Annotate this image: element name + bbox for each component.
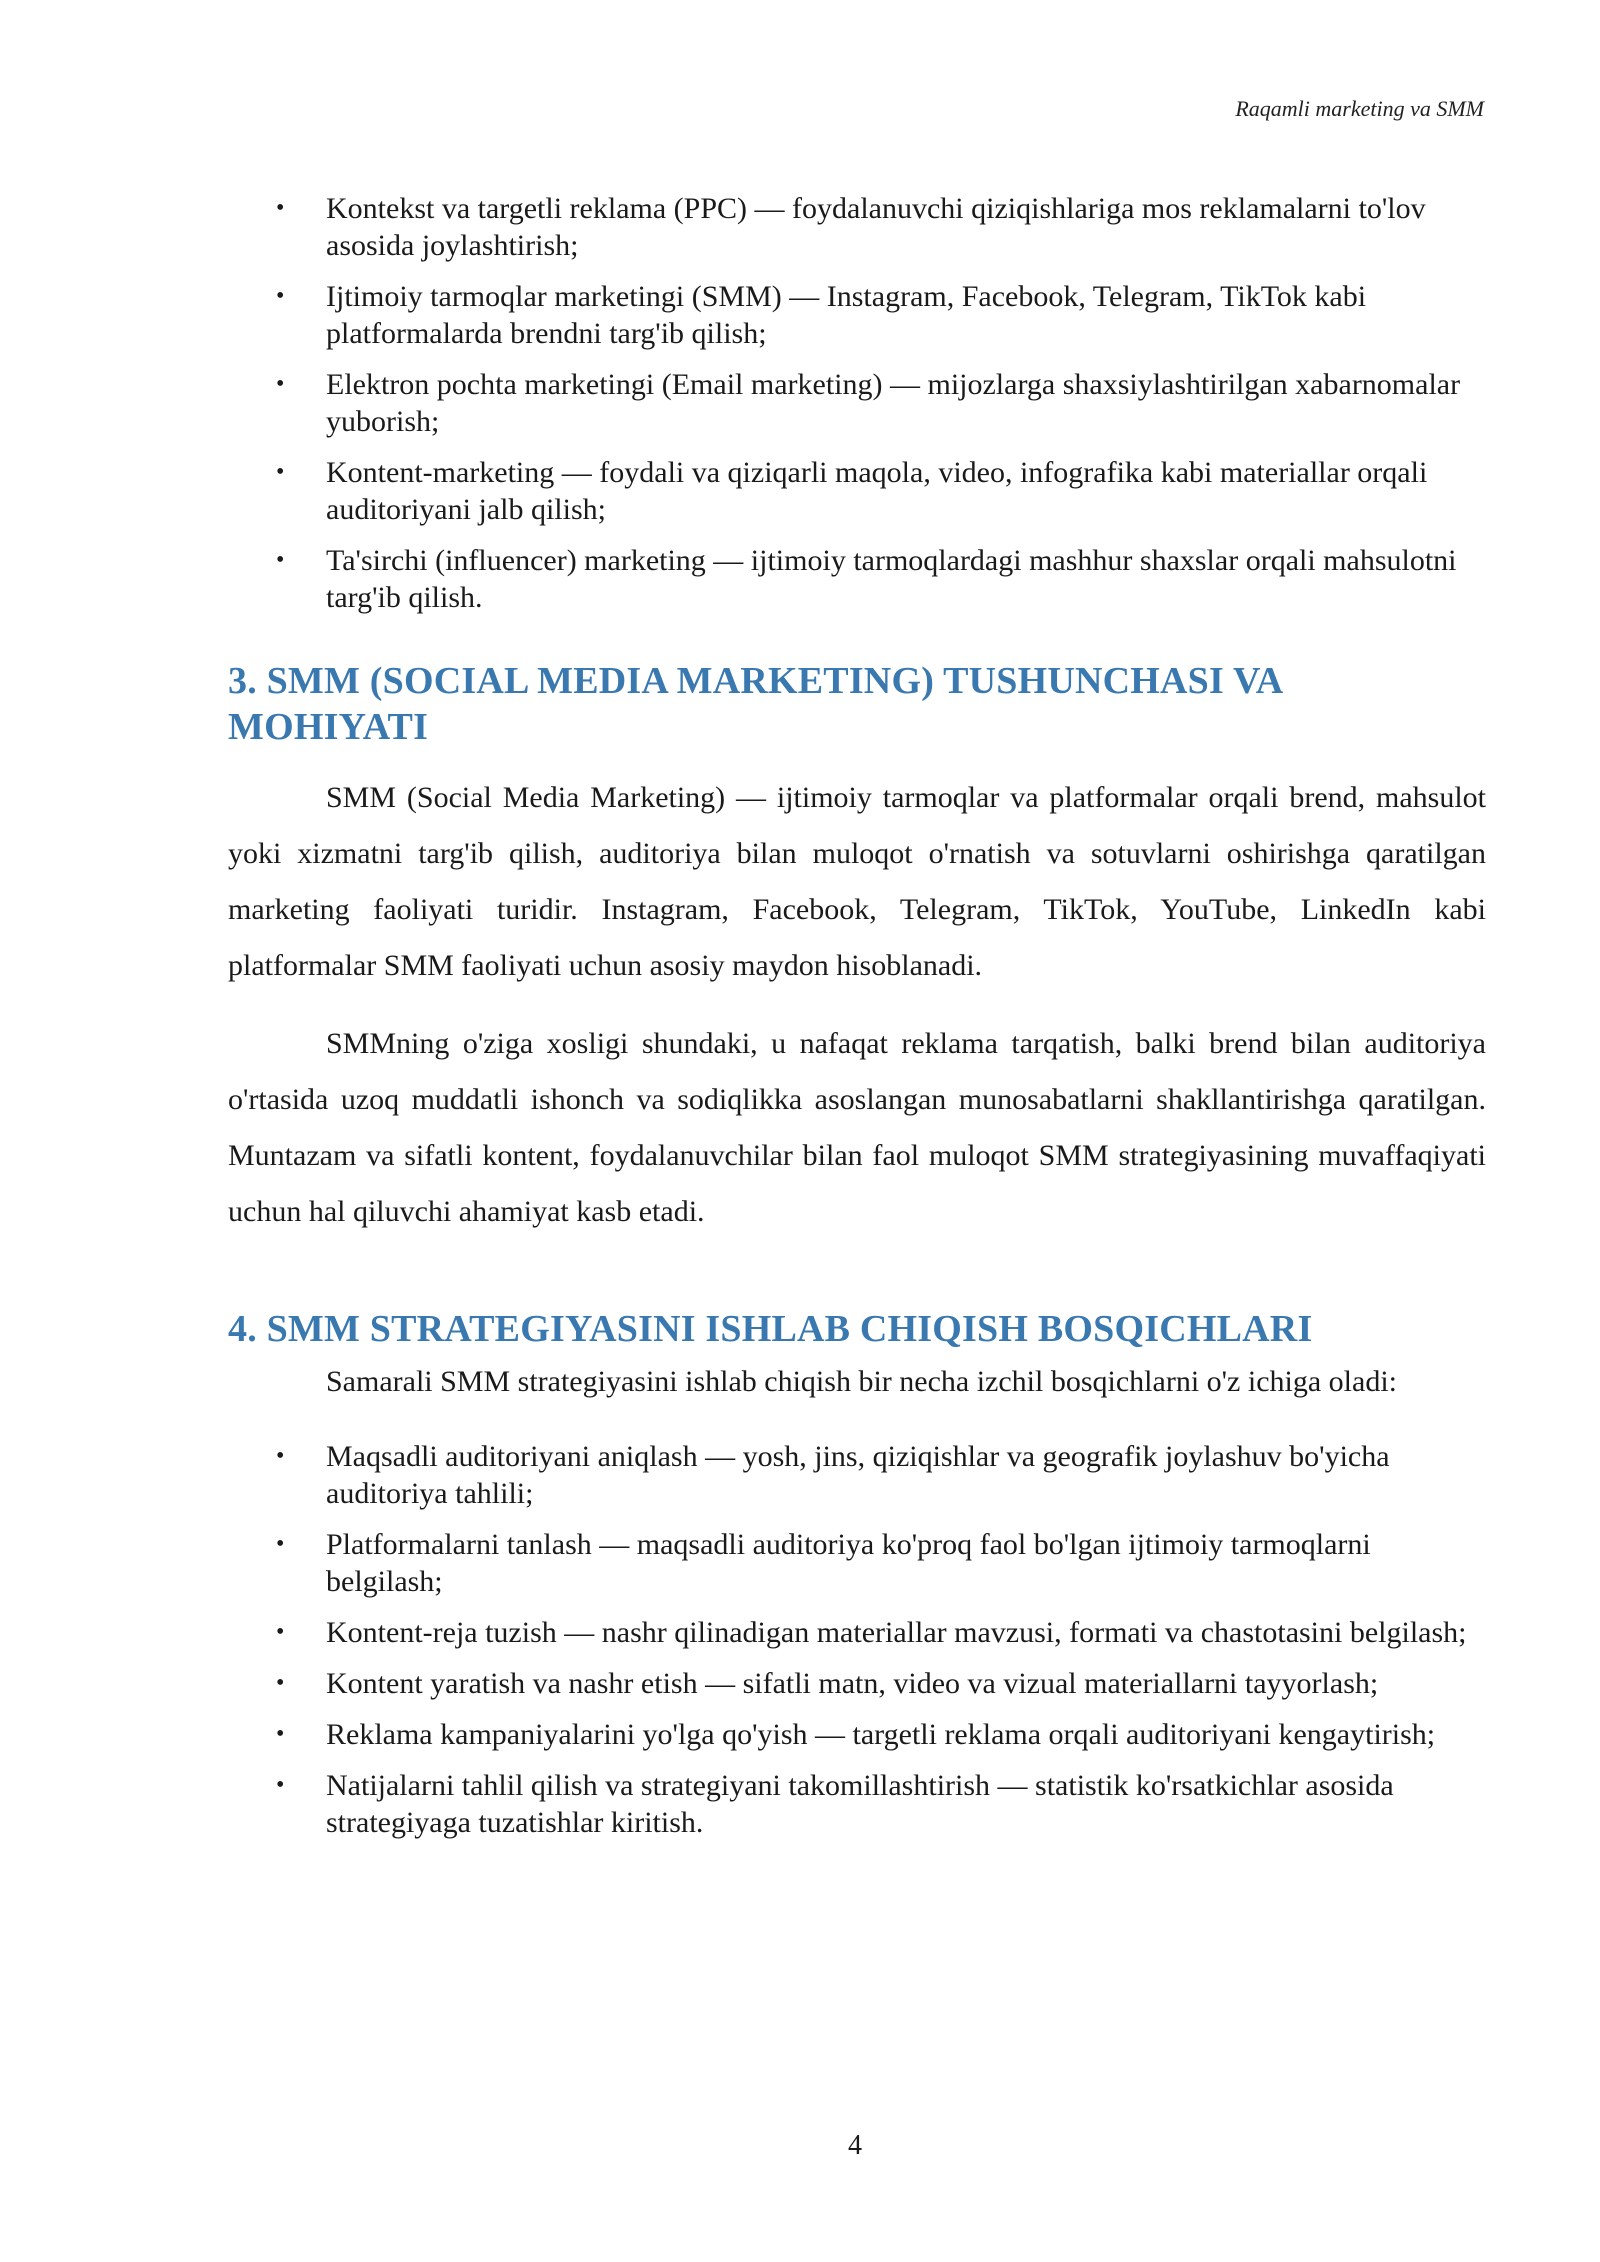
section-3-paragraph: SMMning o'ziga xosligi shundaki, u nafaqat reklama tarqatish, balki brend bilan auditoriya o'rtasida uzoq muddatli ishonch va sodiqlikka asoslangan munosabatlarni shakllantirishga qaratilgan. Muntazam va sifatli kontent, foydalanuvchilar bilan faol muloqot SMM strategiyasining muvaffaqiyati uchun hal qiluvchi ahamiyat kasb etadi.: [228, 1027, 1486, 1228]
list-item: [228, 366, 1486, 440]
smm-strategy-steps-list: [228, 1438, 1486, 1841]
bullet-icon: •: [276, 459, 285, 485]
section-3-paragraph: SMM (Social Media Marketing) — ijtimoiy tarmoqlar va platformalar orqali brend, mahsulot yoki xizmatni targ'ib qilish, auditoriya bilan muloqot o'rnatish va sotuvlarni oshirishga qaratilgan marketing faoliyati turidir. Instagram, Facebook, Telegram, TikTok, YouTube, LinkedIn kabi platformalar SMM faoliyati uchun asosiy maydon hisoblanadi.: [228, 781, 1486, 982]
digital-marketing-types-list: [228, 190, 1486, 616]
list-item-text: Kontent-reja tuzish — nashr qilinadigan materiallar mavzusi, formati va chastotasini belgilash;: [326, 1616, 1467, 1649]
list-item: [228, 278, 1486, 352]
list-item: [228, 1767, 1486, 1841]
list-item-text: Natijalarni tahlil qilish va strategiyani takomillashtirish — statistik ko'rsatkichlar asosida strategiyaga tuzatishlar kiritish.: [326, 1769, 1394, 1839]
list-item: [228, 454, 1486, 528]
list-item-text: Platformalarni tanlash — maqsadli auditoriya ko'proq faol bo'lgan ijtimoiy tarmoqlarni belgilash;: [326, 1528, 1371, 1598]
list-item: [228, 1614, 1486, 1651]
section-3-heading: 3. SMM (SOCIAL MEDIA MARKETING) TUSHUNCHASI VA MOHIYATI: [228, 660, 1282, 748]
bullet-icon: •: [276, 1443, 285, 1469]
bullet-icon: •: [276, 283, 285, 309]
page-content: [228, 190, 1486, 1855]
list-item-text: Kontent yaratish va nashr etish — sifatli matn, video va vizual materiallarni tayyorlash;: [326, 1667, 1379, 1700]
list-item: [228, 1665, 1486, 1702]
list-item: [228, 1716, 1486, 1753]
bullet-icon: •: [276, 1619, 285, 1645]
page-number: 4: [848, 2130, 862, 2161]
list-item-text: Maqsadli auditoriyani aniqlash — yosh, jins, qiziqishlar va geografik joylashuv bo'yicha auditoriya tahlili;: [326, 1440, 1390, 1510]
bullet-icon: •: [276, 1721, 285, 1747]
bullet-icon: •: [276, 1670, 285, 1696]
list-item: [228, 1526, 1486, 1600]
section-3-heading-block: [228, 658, 1486, 750]
list-item-text: Elektron pochta marketingi (Email marketing) — mijozlarga shaxsiylashtirilgan xabarnomalar yuborish;: [326, 368, 1461, 438]
list-item-text: Ta'sirchi (influencer) marketing — ijtimoiy tarmoqlardagi mashhur shaxslar orqali mahsulotni targ'ib qilish.: [326, 544, 1457, 614]
list-item-text: Reklama kampaniyalarini yo'lga qo'yish — targetli reklama orqali auditoriyani kengaytirish;: [326, 1718, 1436, 1751]
bullet-icon: •: [276, 371, 285, 397]
list-item-text: Kontent-marketing — foydali va qiziqarli maqola, video, infografika kabi materiallar orqali auditoriyani jalb qilish;: [326, 456, 1428, 526]
section-4-heading: 4. SMM STRATEGIYASINI ISHLAB CHIQISH BOSQICHLARI: [228, 1308, 1313, 1350]
section-4-heading-block: [228, 1306, 1486, 1352]
bullet-icon: •: [276, 195, 285, 221]
list-item: [228, 1438, 1486, 1512]
bullet-icon: •: [276, 1772, 285, 1798]
section-4-intro: Samarali SMM strategiyasini ishlab chiqish bir necha izchil bosqichlarni o'z ichiga oladi:: [326, 1365, 1397, 1398]
list-item-text: Kontekst va targetli reklama (PPC) — foydalanuvchi qiziqishlariga mos reklamalarni to'lov asosida joylashtirish;: [326, 192, 1426, 262]
list-item: [228, 190, 1486, 264]
list-item: [228, 542, 1486, 616]
bullet-icon: •: [276, 547, 285, 573]
running-header: Raqamli marketing va SMM: [1235, 96, 1484, 121]
bullet-icon: •: [276, 1531, 285, 1557]
list-item-text: Ijtimoiy tarmoqlar marketingi (SMM) — Instagram, Facebook, Telegram, TikTok kabi platformalarda brendni targ'ib qilish;: [326, 280, 1367, 350]
